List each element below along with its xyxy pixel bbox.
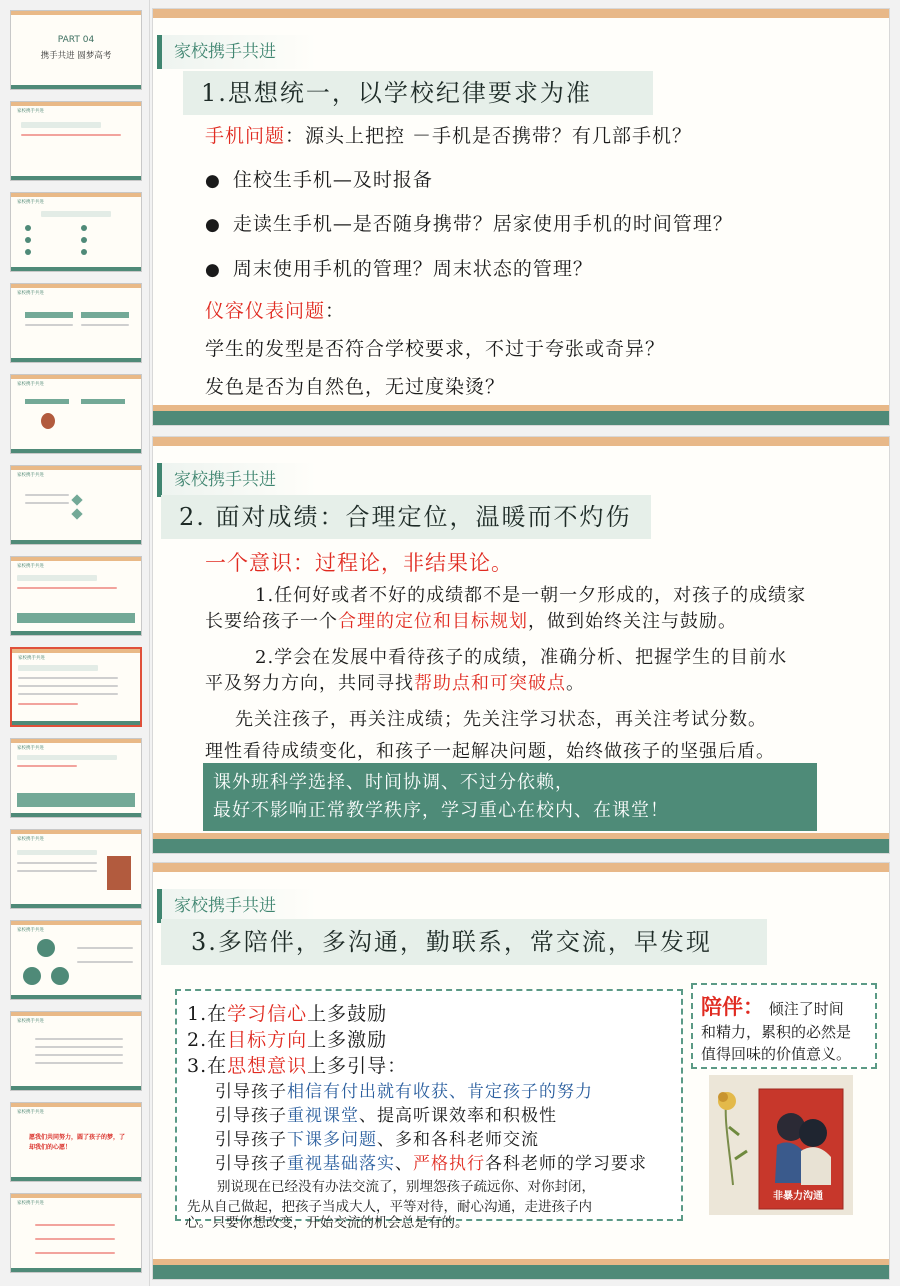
- thumb-line: [18, 703, 78, 705]
- highlight-text: 思想意识: [227, 1055, 308, 1077]
- thumb-dot: [25, 225, 31, 231]
- slide-bottom-bar: [153, 839, 889, 853]
- appearance-issue-label: 仪容仪表问题: [205, 300, 326, 322]
- text-run: 引导孩子: [215, 1130, 287, 1150]
- thumb-closing-text: 愿我们共同努力，圆了孩子的梦，了却我们的心愿！: [29, 1134, 126, 1151]
- thumb-line: [77, 961, 133, 963]
- closing-paragraph-line: 别说现在已经没有办法交流了，别埋怨孩子疏远你、对你封闭，: [217, 1179, 595, 1195]
- slide-top-bar: [153, 863, 889, 872]
- thumb-line: [25, 324, 73, 326]
- advice-panel: [175, 989, 683, 1221]
- thumb-bottom-bar: [11, 1268, 141, 1272]
- section-tag: 家校携手共进: [157, 889, 317, 923]
- thumb-line: [21, 122, 101, 128]
- thumb-top-bar: [11, 1103, 141, 1107]
- awareness-heading: 一个意识：过程论，非结果论。: [205, 551, 513, 575]
- text-run: 2.在: [187, 1029, 228, 1051]
- book-title: 非暴力沟通: [773, 1191, 823, 1202]
- text-run: 、多和各科老师交流: [377, 1130, 539, 1150]
- thumb-block: [17, 613, 135, 623]
- thumb-line: [25, 494, 69, 496]
- thumb-bottom-bar: [11, 267, 141, 271]
- thumb-line: [17, 587, 117, 589]
- thumb-line: [25, 502, 69, 504]
- thumb-line: [81, 324, 129, 326]
- companion-label: 陪伴：: [701, 994, 764, 1019]
- thumb-top-bar: [11, 375, 141, 379]
- slide-thumbnail-1[interactable]: [10, 10, 142, 90]
- thumb-bottom-bar: [11, 85, 141, 89]
- highlight-text: 学习信心: [227, 1003, 308, 1025]
- highlight-text: 严格执行: [413, 1154, 485, 1174]
- slide-thumbnail-9[interactable]: [10, 738, 142, 818]
- slide-thumbnail-5[interactable]: [10, 374, 142, 454]
- thumb-line: [21, 134, 121, 136]
- thumb-bottom-bar: [11, 813, 141, 817]
- slide-thumbnail-3[interactable]: [10, 192, 142, 272]
- thumb-top-bar: [11, 102, 141, 106]
- appearance-line: 学生的发型是否符合学校要求，不过于夸张或奇异？: [205, 338, 666, 360]
- companion-box: [691, 983, 877, 1069]
- slide-thumbnail-7[interactable]: [10, 556, 142, 636]
- text-run: 1.在: [187, 1003, 228, 1025]
- text-run: 引导孩子: [215, 1106, 287, 1126]
- text-run: 倾注了时间: [768, 1000, 844, 1018]
- thumb-title: 家校携手共进: [17, 928, 44, 933]
- thumb-top-bar: [12, 649, 140, 653]
- thumb-part-label: PART 04: [57, 35, 95, 45]
- text-run: 3.在: [187, 1055, 228, 1077]
- thumb-line: [35, 1238, 115, 1240]
- slide-thumbnail-11[interactable]: [10, 920, 142, 1000]
- thumb-line: [35, 1038, 123, 1040]
- slide-bottom-bar: [153, 411, 889, 425]
- thumb-top-bar: [11, 1194, 141, 1198]
- appearance-line: 发色是否为自然色，无过度染烫？: [205, 376, 506, 398]
- thumb-block: [81, 399, 125, 404]
- thumb-title: 家校携手共进: [17, 837, 44, 842]
- thumb-title: 家校携手共进: [17, 473, 44, 478]
- thumb-top-bar: [11, 284, 141, 288]
- slide-headline: 2. 面对成绩：合理定位，温暖而不灼伤: [161, 495, 651, 539]
- thumb-line: [17, 862, 97, 864]
- tip-line: 课外班科学选择、时间协调、不过分依赖，: [213, 772, 574, 793]
- thumb-line: [18, 665, 98, 671]
- thumb-block: [81, 312, 129, 318]
- thumb-title: 家校携手共进: [17, 382, 44, 387]
- thumb-dot: [25, 237, 31, 243]
- text-run: 引导孩子: [215, 1154, 287, 1174]
- paragraph-2-line-1: 2.学会在发展中看待孩子的成绩，准确分析、把握学生的目前水: [255, 647, 788, 668]
- companion-line-1: [701, 991, 844, 1021]
- text-run: 、: [395, 1154, 413, 1174]
- thumb-line: [35, 1252, 115, 1254]
- highlight-text: 相信有付出就有收获、肯定孩子的努力: [287, 1082, 593, 1102]
- thumb-line: [41, 211, 111, 217]
- thumb-image: [107, 856, 131, 890]
- paragraph-1-line-2: [205, 607, 737, 633]
- tutoring-tip-box: [203, 763, 817, 831]
- thumb-line: [17, 755, 117, 760]
- thumb-top-bar: [11, 11, 141, 15]
- advice-item: [187, 999, 387, 1026]
- text-run: 各科老师的学习要求: [485, 1154, 647, 1174]
- paragraph-1-line-1: 1.任何好或者不好的成绩都不是一朝一夕形成的，对孩子的成绩家: [255, 585, 807, 606]
- companion-line-2: 和精力，累积的必然是: [701, 1023, 852, 1041]
- thumb-bottom-bar: [11, 995, 141, 999]
- thumb-line: [18, 677, 118, 679]
- thumb-bottom-bar: [11, 904, 141, 908]
- thumb-bottom-bar: [11, 1086, 141, 1090]
- thumb-dot: [81, 249, 87, 255]
- thumb-line: [17, 870, 97, 872]
- thumb-title: 家校携手共进: [17, 1110, 44, 1115]
- highlight-text: 目标方向: [227, 1029, 308, 1051]
- highlight-text: 重视基础落实: [287, 1154, 395, 1174]
- highlight-text: 重视课堂: [287, 1106, 359, 1126]
- advice-item: [187, 1051, 407, 1078]
- thumb-dot: [25, 249, 31, 255]
- slide-3: [152, 862, 890, 1280]
- slide-2: [152, 436, 890, 854]
- guide-line: [215, 1101, 557, 1126]
- thumb-bottom-bar: [11, 176, 141, 180]
- thumb-bottom-bar: [11, 540, 141, 544]
- section-tag: 家校携手共进: [157, 463, 317, 497]
- thumb-title: 家校携手共进: [17, 746, 44, 751]
- slide-thumbnail-6[interactable]: [10, 465, 142, 545]
- highlight-text: 合理的定位和目标规划: [338, 611, 528, 632]
- text-run: 上多激励: [307, 1029, 388, 1051]
- bullet-item: ● 走读生手机—是否随身携带？居家使用手机的时间管理？: [205, 209, 733, 236]
- slide-headline: 1.思想统一，以学校纪律要求为准: [183, 71, 653, 115]
- appearance-issue-line: [205, 296, 345, 323]
- advice-item: [187, 1025, 387, 1052]
- bullet-item: ● 周末使用手机的管理？周末状态的管理？: [205, 254, 593, 281]
- thumb-bottom-bar: [11, 1177, 141, 1181]
- phone-issue-label: 手机问题: [205, 125, 286, 147]
- bullet-item: ● 住校生手机—及时报备: [205, 165, 433, 192]
- text-run: 。: [566, 673, 585, 694]
- slide-thumbnail-14[interactable]: [10, 1193, 142, 1273]
- thumb-line: [35, 1062, 123, 1064]
- thumb-block: [17, 793, 135, 807]
- thumb-bottom-bar: [12, 721, 140, 725]
- text-run: ，做到始终关注与鼓励。: [528, 611, 737, 632]
- thumb-line: [17, 575, 97, 581]
- thumb-top-bar: [11, 1012, 141, 1016]
- slide-bottom-bar: [153, 1265, 889, 1279]
- slide-thumbnail-10[interactable]: [10, 829, 142, 909]
- slide-thumbnail-12[interactable]: [10, 1011, 142, 1091]
- thumb-block: [25, 399, 69, 404]
- appearance-colon: ：: [325, 300, 346, 322]
- thumb-bottom-bar: [11, 631, 141, 635]
- slide-thumbnail-2[interactable]: [10, 101, 142, 181]
- rational-line: 理性看待成绩变化，和孩子一起解决问题，始终做孩子的坚强后盾。: [205, 741, 775, 762]
- thumb-title: 家校携手共进: [17, 291, 44, 296]
- thumb-circle: [23, 967, 41, 985]
- thumb-title: 家校携手共进: [17, 1019, 44, 1024]
- thumb-diamond: [71, 508, 82, 519]
- text-run: 、提高听课效率和积极性: [359, 1106, 557, 1126]
- thumb-image: [41, 413, 55, 429]
- thumb-bottom-bar: [11, 449, 141, 453]
- thumb-title: 家校携手共进: [17, 564, 44, 569]
- thumb-line: [18, 693, 118, 695]
- thumb-line: [77, 947, 133, 949]
- text-run: 引导孩子: [215, 1082, 287, 1102]
- thumb-block: [25, 312, 73, 318]
- focus-line: 先关注孩子，再关注成绩；先关注学习状态，再关注考试分数。: [235, 709, 767, 730]
- slide-top-bar: [153, 9, 889, 18]
- thumb-line: [35, 1224, 115, 1226]
- thumb-line: [18, 685, 118, 687]
- thumb-top-bar: [11, 739, 141, 743]
- section-tag: 家校携手共进: [157, 35, 317, 69]
- thumb-top-bar: [11, 193, 141, 197]
- guide-line: [215, 1077, 593, 1102]
- thumb-title: 家校携手共进: [17, 109, 44, 114]
- thumb-dot: [81, 237, 87, 243]
- slide-thumbnail-13[interactable]: [10, 1102, 142, 1182]
- text-run: 上多鼓励: [307, 1003, 388, 1025]
- highlight-text: 帮助点和可突破点: [414, 673, 566, 694]
- closing-paragraph-line: 先从自己做起，把孩子当成大人，平等对待，耐心沟通，走进孩子内: [187, 1199, 592, 1215]
- companion-line-3: 值得回味的价值意义。: [701, 1045, 852, 1063]
- thumb-circle: [37, 939, 55, 957]
- thumb-circle: [51, 967, 69, 985]
- slide-thumbnail-4[interactable]: [10, 283, 142, 363]
- phone-issue-line: [205, 121, 692, 148]
- highlight-text: 下课多问题: [287, 1130, 377, 1150]
- thumb-top-bar: [11, 830, 141, 834]
- book-photo: [709, 1075, 853, 1215]
- thumb-dot: [81, 225, 87, 231]
- tip-line: 最好不影响正常教学秩序，学习重心在校内、在课堂！: [213, 800, 669, 821]
- thumb-title: 家校携手共进: [18, 656, 45, 661]
- thumb-top-bar: [11, 557, 141, 561]
- slide-top-bar: [153, 437, 889, 446]
- thumb-title: 家校携手共进: [17, 200, 44, 205]
- thumb-title: 家校携手共进: [17, 1201, 44, 1206]
- closing-paragraph-line: 心。只要你想改变，开始交流的机会总是有的。: [185, 1215, 469, 1231]
- text-run: 平及努力方向，共同寻找: [205, 673, 414, 694]
- slide-thumbnail-panel: [0, 0, 150, 1286]
- slide-headline: 3.多陪伴，多沟通，勤联系，常交流，早发现: [161, 919, 767, 965]
- thumb-diamond: [71, 494, 82, 505]
- thumb-part-title: 携手共进 圆梦高考: [40, 51, 112, 61]
- thumb-line: [35, 1046, 123, 1048]
- text-run: 上多引导：: [307, 1055, 408, 1077]
- thumb-top-bar: [11, 466, 141, 470]
- thumb-top-bar: [11, 921, 141, 925]
- thumb-line: [35, 1054, 123, 1056]
- paragraph-2-line-2: [205, 669, 585, 695]
- slide-thumbnail-8-selected[interactable]: [10, 647, 142, 727]
- guide-line: [215, 1125, 539, 1150]
- thumb-line: [17, 765, 77, 767]
- guide-line: [215, 1149, 647, 1174]
- thumb-bottom-bar: [11, 358, 141, 362]
- phone-issue-text: ：源头上把控 －手机是否携带？有几部手机？: [285, 125, 693, 147]
- text-run: 长要给孩子一个: [205, 611, 338, 632]
- thumb-line: [17, 850, 97, 855]
- slide-1: [152, 8, 890, 426]
